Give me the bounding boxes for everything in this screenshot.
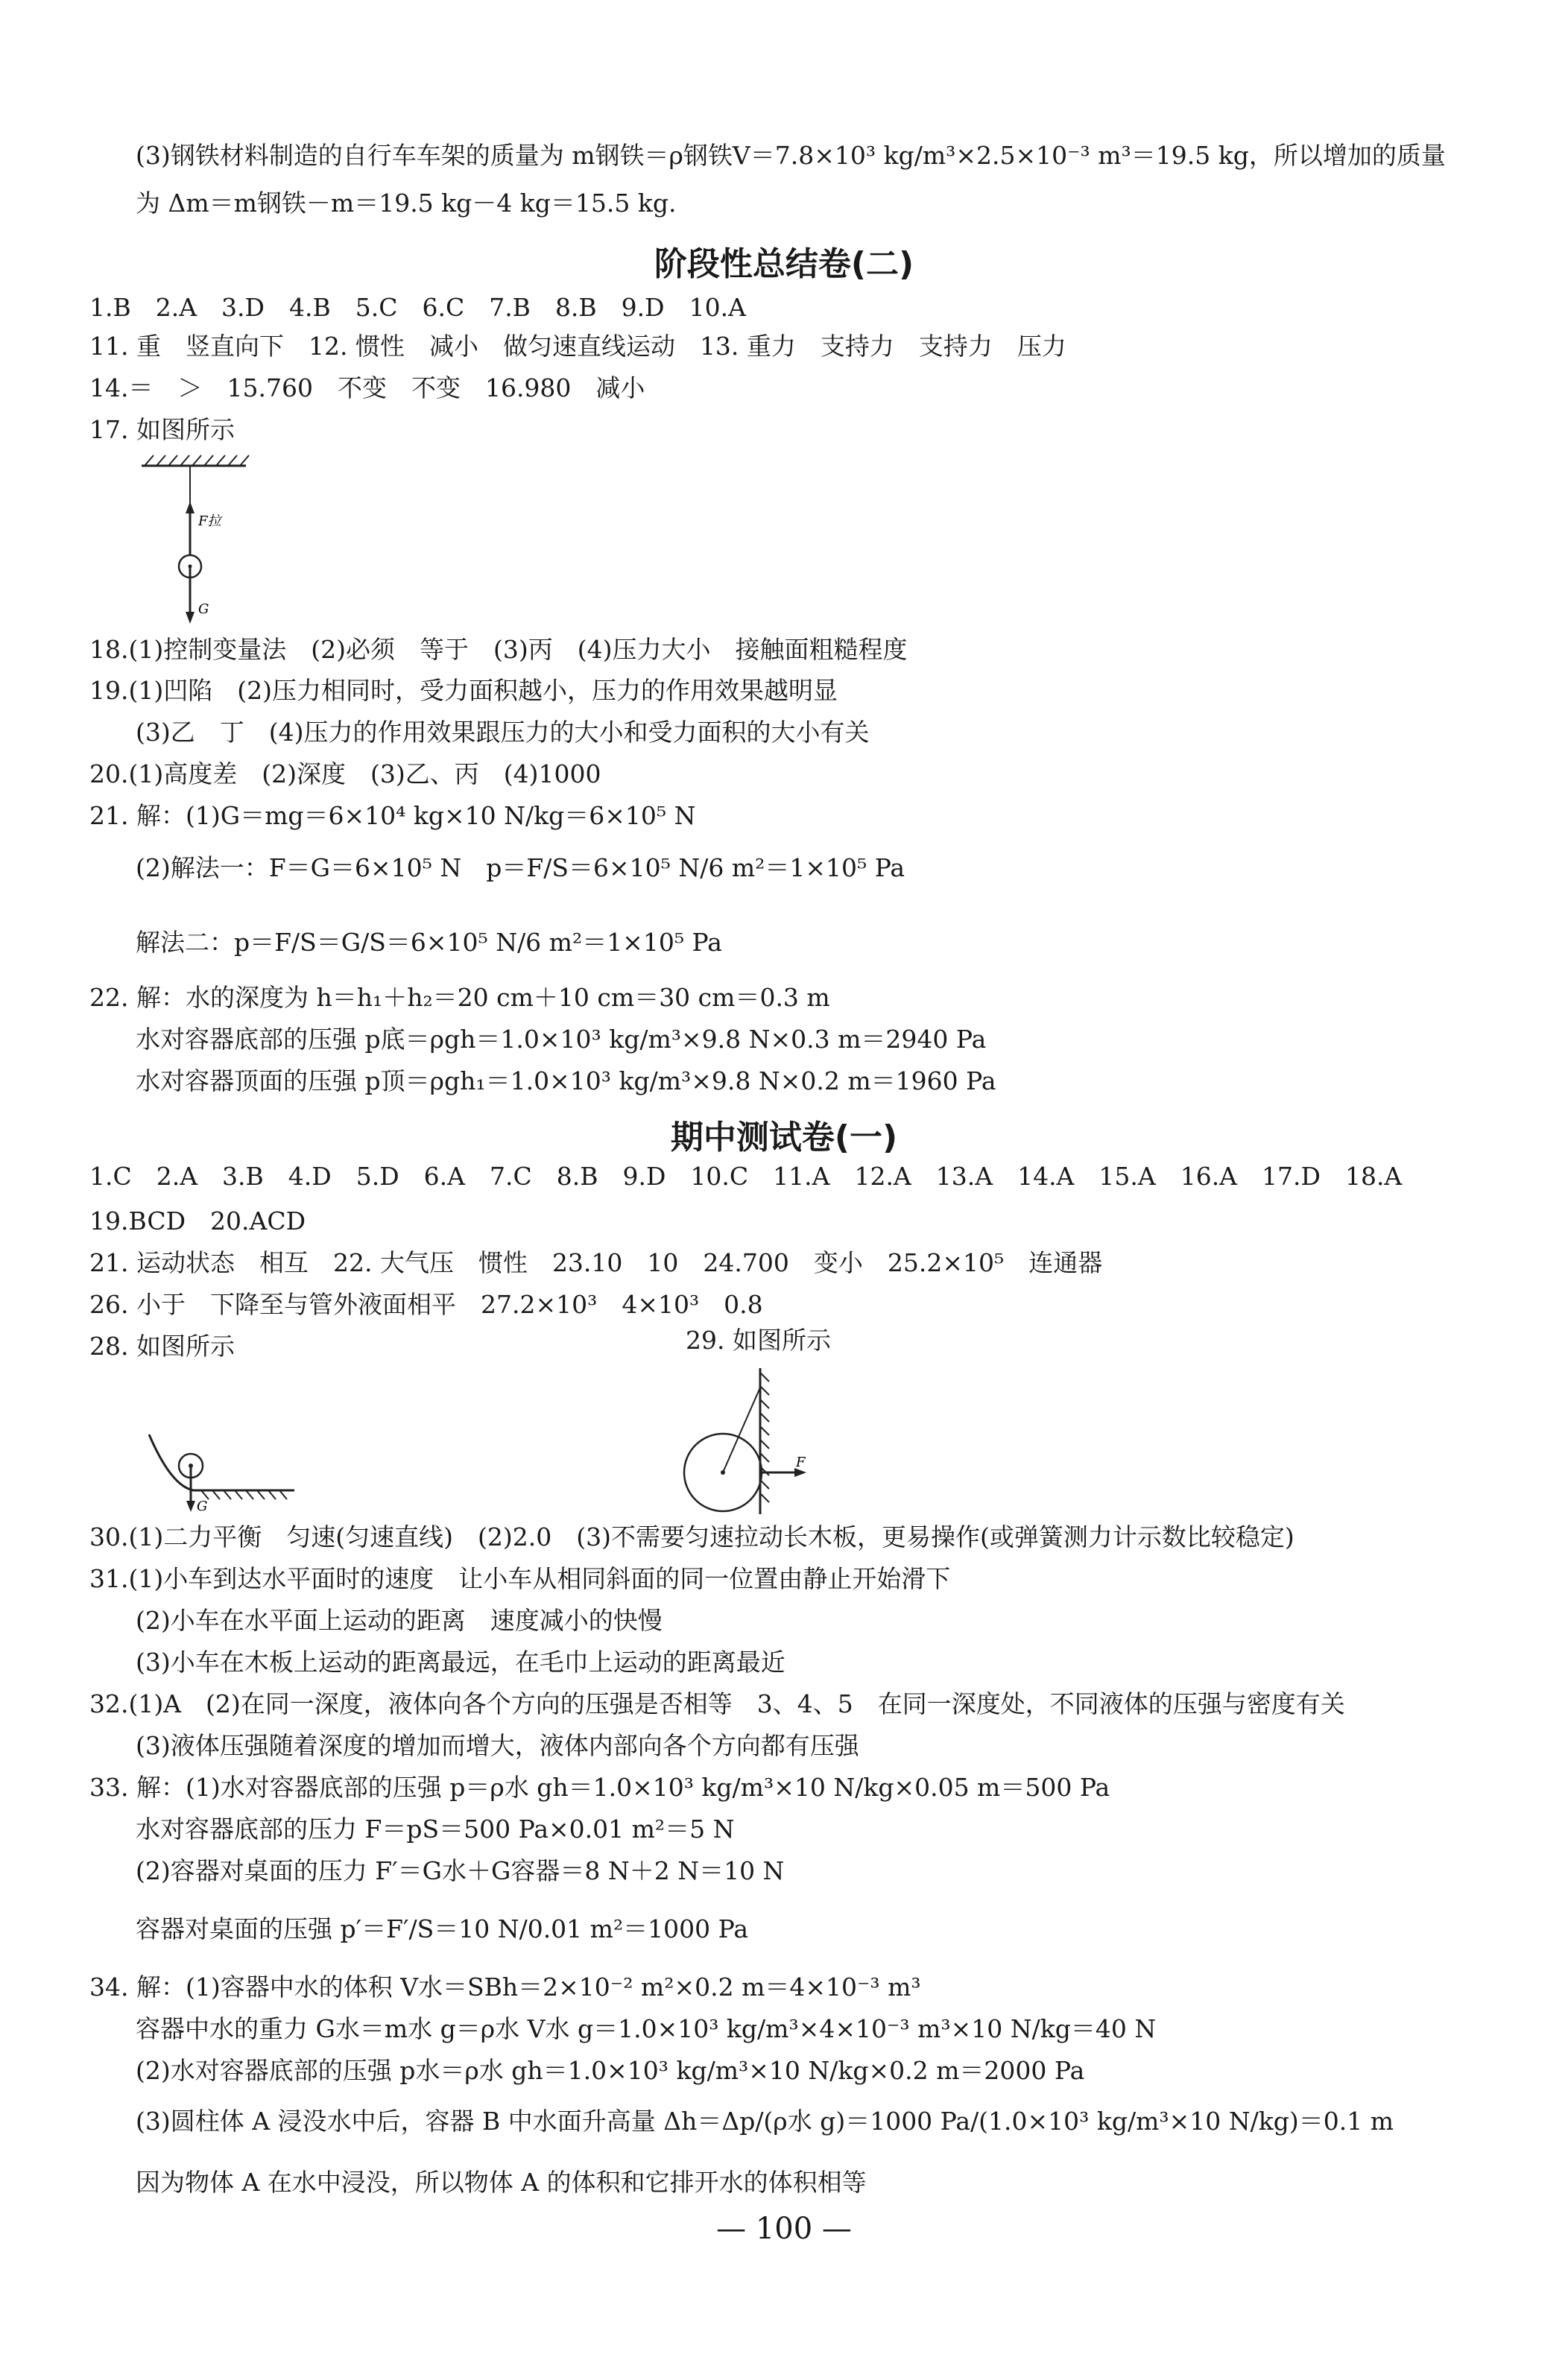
gravity-label: G [198, 601, 209, 617]
text-line: 21. 解：(1)G＝mg＝6×10⁴ kg×10 N/kg＝6×10⁵ N [89, 801, 696, 830]
text-line: (3)圆柱体 A 浸没水中后，容器 B 中水面升高量 Δh＝Δp/(ρ水 g)＝1000 Pa/(1.0×10³ kg/m³×10 N/kg)＝0.1 m [136, 2107, 1394, 2136]
text-line: 因为物体 A 在水中浸没，所以物体 A 的体积和它排开水的体积相等 [136, 2168, 867, 2197]
text-line: (3)小车在木板上运动的距离最远，在毛巾上运动的距离最近 [136, 1648, 785, 1677]
text-line: 26. 小于 下降至与管外液面相平 27.2×10³ 4×10³ 0.8 [89, 1290, 763, 1319]
text-line: 11. 重 竖直向下 12. 惯性 减小 做匀速直线运动 13. 重力 支持力 支持力 压力 [89, 332, 1066, 361]
text-line: (2)小车在水平面上运动的距离 速度减小的快慢 [136, 1606, 663, 1635]
text-line: 29. 如图所示 [686, 1326, 831, 1355]
text-line: 解法二：p＝F/S＝G/S＝6×10⁵ N/6 m²＝1×10⁵ Pa [136, 928, 722, 957]
text-line: (2)容器对桌面的压力 F′＝G水＋G容器＝8 N＋2 N＝10 N [136, 1856, 785, 1885]
text-line: 20.(1)高度差 (2)深度 (3)乙、丙 (4)1000 [89, 759, 601, 788]
text-line: 30.(1)二力平衡 匀速(匀速直线) (2)2.0 (3)不需要匀速拉动长木板，更易操作(或弹簧测力计示数比较稳定) [89, 1522, 1294, 1551]
gravity-label: G [197, 1499, 208, 1514]
text-line: (2)解法一：F＝G＝6×10⁵ N p＝F/S＝6×10⁵ N/6 m²＝1×10⁵ Pa [136, 853, 905, 882]
text-line: (3)钢铁材料制造的自行车车架的质量为 m钢铁＝ρ钢铁V＝7.8×10³ kg/m³×2.5×10⁻³ m³＝19.5 kg，所以增加的质量 [136, 141, 1446, 170]
text-line: 水对容器顶面的压强 p顶＝ρgh₁＝1.0×10³ kg/m³×9.8 N×0.2 m＝1960 Pa [136, 1066, 996, 1095]
text-line: 33. 解：(1)水对容器底部的压强 p＝ρ水 gh＝1.0×10³ kg/m³×10 N/kg×0.05 m＝500 Pa [89, 1773, 1110, 1802]
force-label: F拉 [198, 513, 221, 529]
section-heading: 阶段性总结卷(二) [654, 245, 914, 283]
text-line: 31.(1)小车到达水平面时的速度 让小车从相同斜面的同一位置由静止开始滑下 [89, 1564, 951, 1593]
text-line: 32.(1)A (2)在同一深度，液体向各个方向的压强是否相等 3、4、5 在同一深度处，不同液体的压强与密度有关 [89, 1689, 1345, 1718]
text-line: 1.C 2.A 3.B 4.D 5.D 6.A 7.C 8.B 9.D 10.C 11.A 12.A 13.A 14.A 15.A 16.A 17.D 18.A [89, 1162, 1403, 1191]
text-line: 水对容器底部的压强 p底＝ρgh＝1.0×10³ kg/m³×9.8 N×0.3 m＝2940 Pa [136, 1025, 987, 1054]
text-line: 22. 解：水的深度为 h＝h₁＋h₂＝20 cm＋10 cm＝30 cm＝0.3 m [89, 983, 830, 1012]
page-number: — 100 — [716, 2212, 852, 2246]
figure-29-ball-against-wall [678, 1365, 827, 1522]
section-heading: 期中测试卷(一) [670, 1119, 898, 1157]
text-line: (2)水对容器底部的压强 p水＝ρ水 gh＝1.0×10³ kg/m³×10 N/kg×0.2 m＝2000 Pa [136, 2056, 1085, 2085]
text-line: 为 Δm＝m钢铁－m＝19.5 kg－4 kg＝15.5 kg. [136, 189, 677, 218]
text-line: 14.＝ ＞ 15.760 不变 不变 16.980 减小 [89, 373, 645, 402]
text-line: 水对容器底部的压力 F＝pS＝500 Pa×0.01 m²＝5 N [136, 1815, 735, 1844]
text-line: (3)乙 丁 (4)压力的作用效果跟压力的大小和受力面积的大小有关 [136, 718, 870, 747]
text-line: 21. 运动状态 相互 22. 大气压 惯性 23.10 10 24.700 变小 25.2×10⁵ 连通器 [89, 1248, 1103, 1277]
text-line: 19.(1)凹陷 (2)压力相同时，受力面积越小，压力的作用效果越明显 [89, 676, 838, 705]
figure-28-ball-on-curve [142, 1427, 306, 1516]
text-line: (3)液体压强随着深度的增加而增大，液体内部向各个方向都有压强 [136, 1731, 859, 1760]
text-line: 容器对桌面的压强 p′＝F′/S＝10 N/0.01 m²＝1000 Pa [136, 1914, 749, 1943]
force-label: F [796, 1455, 806, 1470]
text-line: 18.(1)控制变量法 (2)必须 等于 (3)丙 (4)压力大小 接触面粗糙程度 [89, 635, 908, 664]
text-line: 1.B 2.A 3.D 4.B 5.C 6.C 7.B 8.B 9.D 10.A [89, 293, 746, 322]
text-line: 容器中水的重力 G水＝m水 g＝ρ水 V水 g＝1.0×10³ kg/m³×4×10⁻³ m³×10 N/kg＝40 N [136, 2014, 1157, 2043]
text-line: 34. 解：(1)容器中水的体积 V水＝SBh＝2×10⁻² m²×0.2 m＝4×10⁻³ m³ [89, 1972, 921, 2002]
text-line: 17. 如图所示 [89, 415, 235, 444]
text-line: 28. 如图所示 [89, 1332, 235, 1361]
figure-17-hanging-ball [134, 451, 261, 630]
text-line: 19.BCD 20.ACD [89, 1206, 306, 1236]
